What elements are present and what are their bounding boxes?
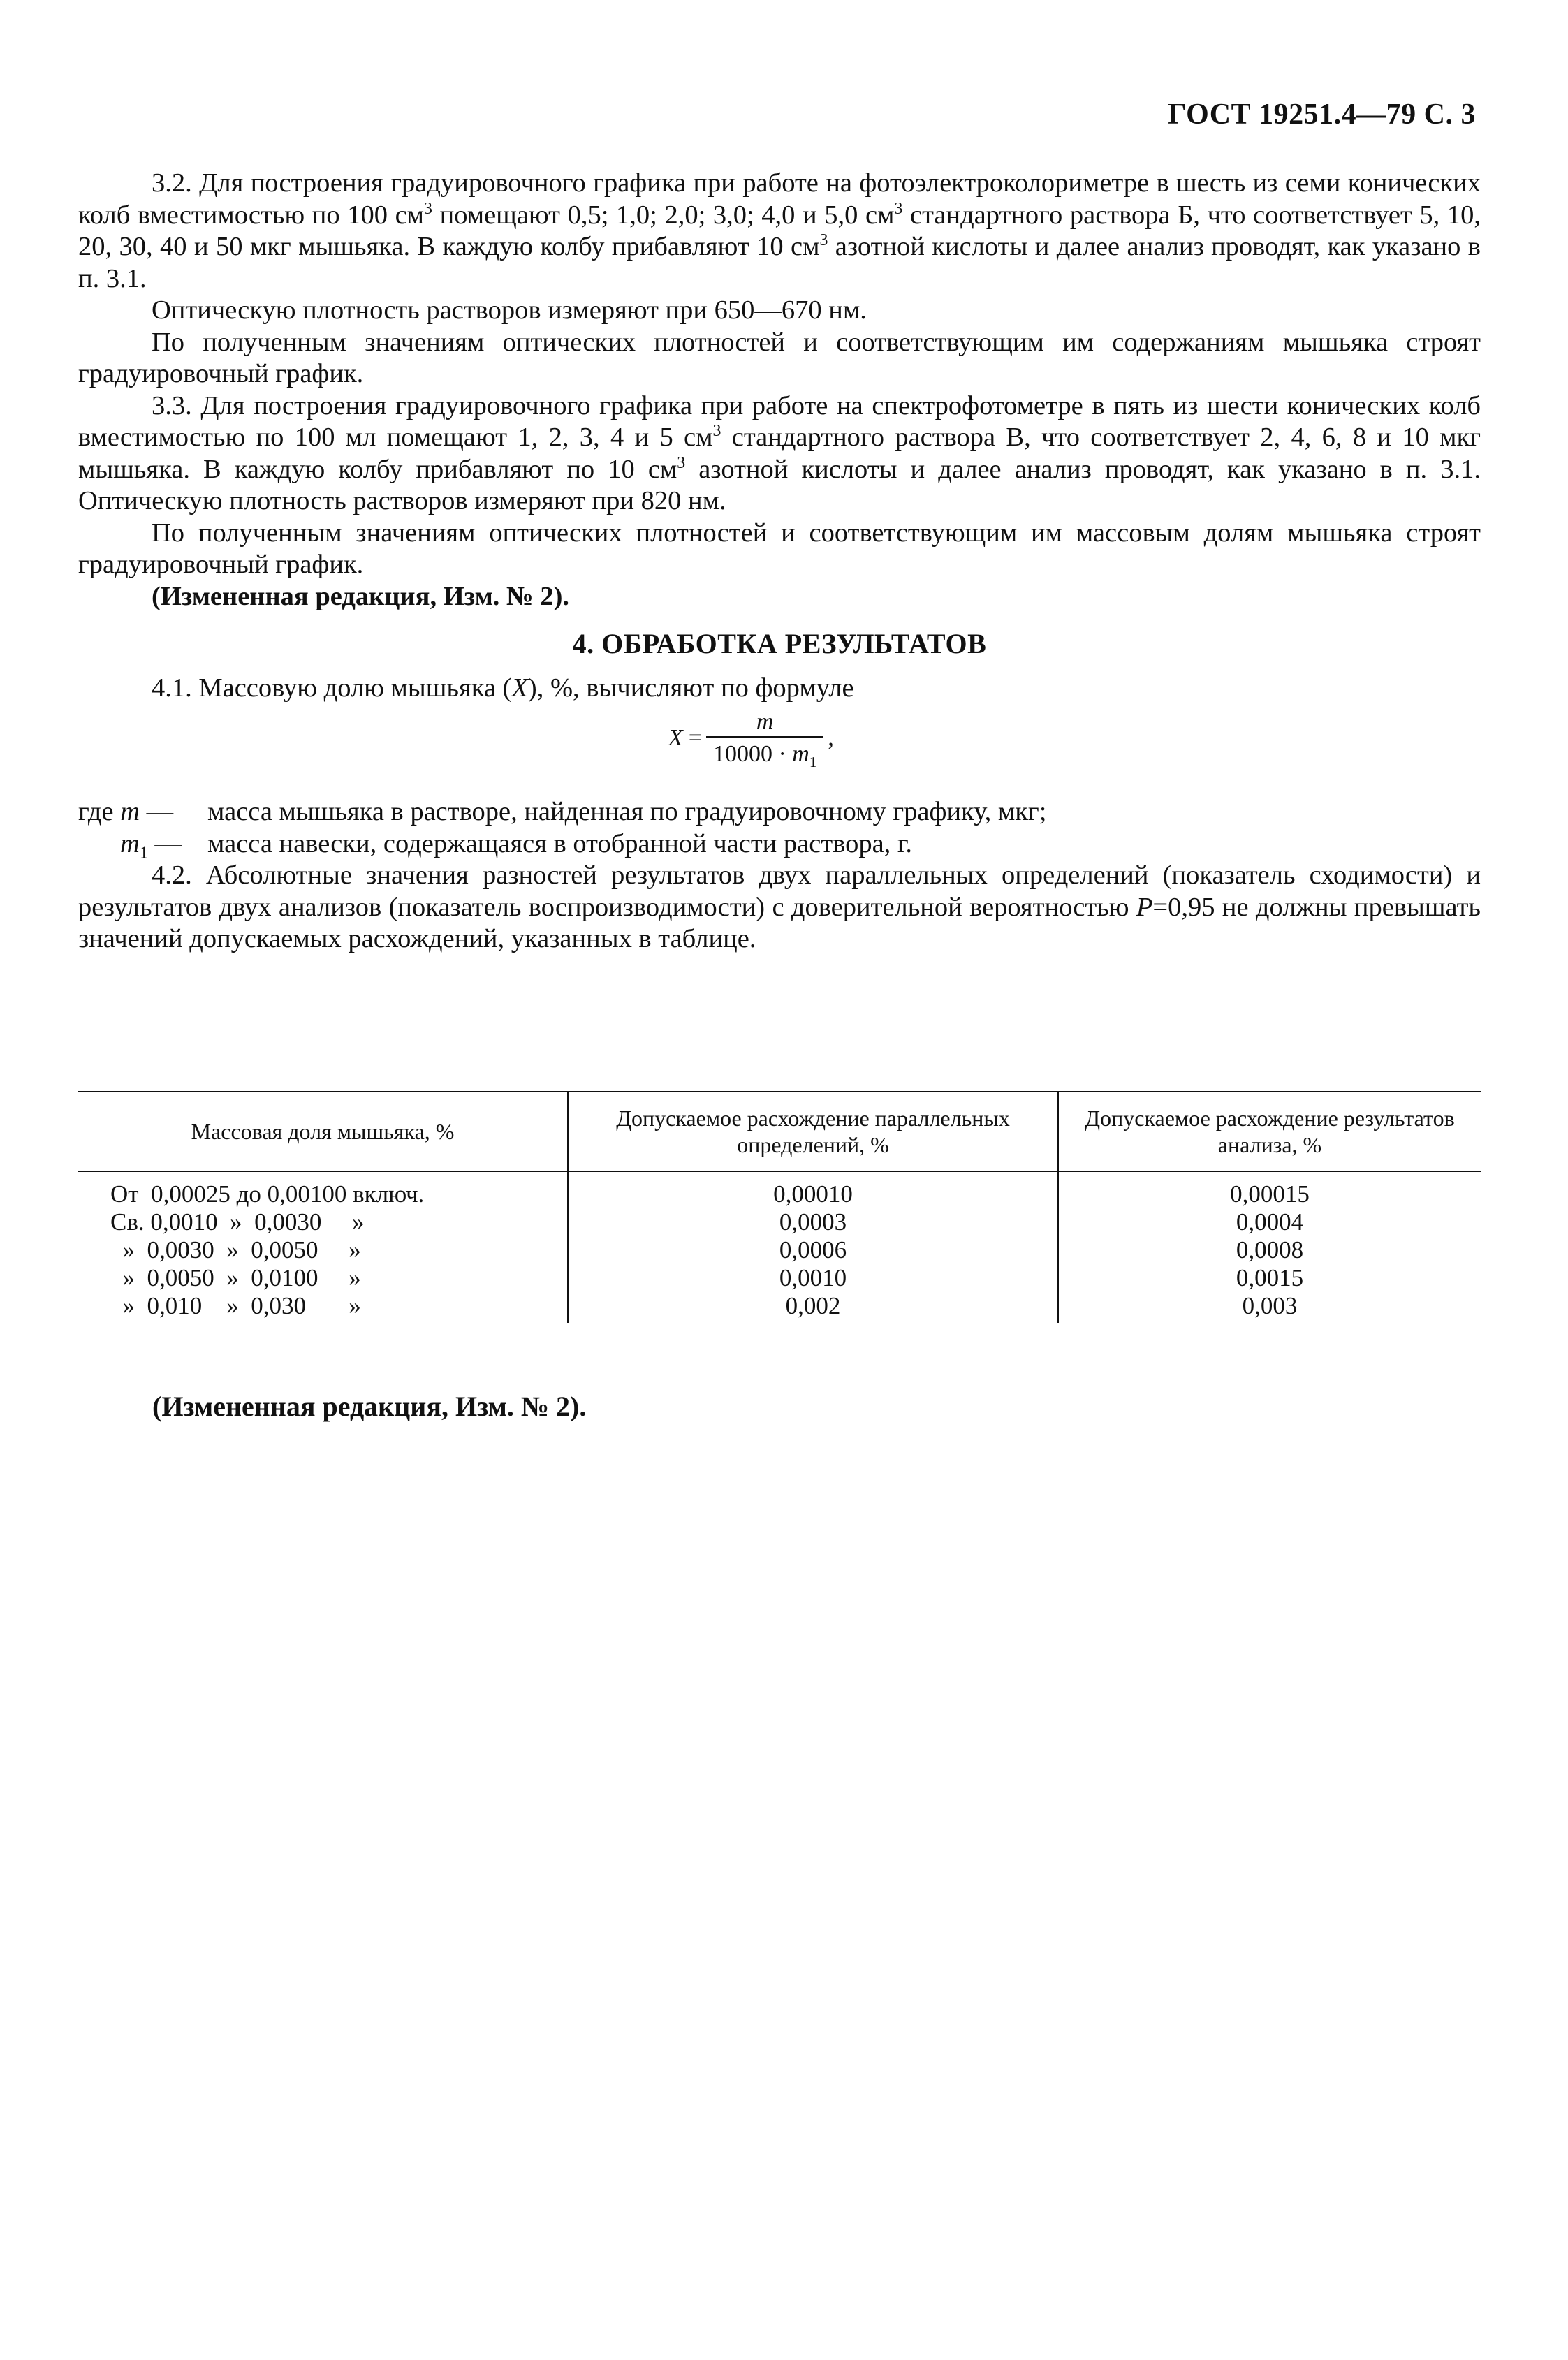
table-row xyxy=(78,1171,1481,1208)
formula xyxy=(668,708,834,768)
table-cell-range: » 0,010 » 0,030 » xyxy=(110,1292,361,1319)
formula-numerator: m xyxy=(756,709,774,735)
table-cell-range: » 0,0030 » 0,0050 » xyxy=(110,1236,361,1263)
table-header-mass-fraction: Массовая доля мышьяка, % xyxy=(78,1092,568,1171)
table-header-analysis: Допускаемое расхождение результатов анализа, % xyxy=(1058,1092,1481,1171)
table-cell-range: » 0,0050 » 0,0100 » xyxy=(110,1264,361,1291)
paragraph-build-graph-1: По полученным значениям оптических плотностей и соответствующим им содержаниям мышьяка строят градуировочный график. xyxy=(78,327,1481,388)
table-cell-analysis: 0,00015 xyxy=(1058,1171,1481,1208)
table-row xyxy=(78,1292,1481,1323)
paragraph-4-2: 4.2. Абсолютные значения разностей результатов двух параллельных определений (показатель сходимости) и результатов двух анализов (показатель воспроизводимости) с доверительной вероятностью P=0,95 не должны превышать значений допускаемых расхождений, указанных в таблице. xyxy=(78,860,1481,953)
where-line-m: где m — масса мышьяка в растворе, найденная по градуировочному графику, мкг; xyxy=(78,797,1047,826)
table-cell-parallel: 0,00010 xyxy=(568,1171,1058,1208)
paragraph-build-graph-2: По полученным значениям оптических плотностей и соответствующим им массовым долям мышьяка строят градуировочный график. xyxy=(78,518,1481,579)
table-row xyxy=(78,1208,1481,1236)
table-cell-parallel: 0,0003 xyxy=(568,1208,1058,1236)
formula-fraction xyxy=(706,708,823,768)
table-cell-range: От 0,00025 до 0,00100 включ. xyxy=(110,1180,425,1208)
table-row xyxy=(78,1236,1481,1264)
table-cell-analysis: 0,0015 xyxy=(1058,1264,1481,1292)
table-cell-range: Св. 0,0010 » 0,0030 » xyxy=(110,1208,365,1236)
section-4-title: 4. ОБРАБОТКА РЕЗУЛЬТАТОВ xyxy=(572,628,987,659)
tolerance-table xyxy=(78,1091,1481,1323)
amendment-note-1: (Измененная редакция, Изм. № 2). xyxy=(152,581,570,611)
amendment-note-2: (Измененная редакция, Изм. № 2). xyxy=(152,1391,587,1422)
table-header-parallel: Допускаемое расхождение параллельных определений, % xyxy=(568,1092,1058,1171)
page-body xyxy=(78,168,1481,955)
table-cell-parallel: 0,002 xyxy=(568,1292,1058,1323)
paragraph-3-2: 3.2. Для построения градуировочного графика при работе на фотоэлектроколориметре в шесть из семи конических колб вместимостью по 100 $см^3$ помещают 0,5; 1,0; 2,0; 3,0; 4,0 и 5,0 $см^3$ стандартного раствора Б, что соответствует 5, 10, 20, 30, 40 и 50 мкг мышьяка. В каждую колбу прибавляют 10 $см^3$ азотной кислоты и далее анализ проводят, как указано в п. 3.1. xyxy=(78,168,1481,293)
table-cell-parallel: 0,0010 xyxy=(568,1264,1058,1292)
paragraph-optical-density: Оптическую плотность растворов измеряют при 650—670 нм. xyxy=(152,295,867,325)
where-line-m1: $m_1$ — масса навески, содержащаяся в отобранной части раствора, г. xyxy=(120,828,912,863)
formula-trailing-comma: , xyxy=(828,725,834,752)
paragraph-3-3: 3.3. Для построения градуировочного графика при работе на спектрофотометре в пять из шести конических колб вместимостью по 100 мл помещают 1, 2, 3, 4 и 5 $см^3$ стандартного раствора В, что соответствует 2, 4, 6, 8 и 10 мкг мышьяка. В каждую колбу прибавляют по 10 $см^3$ азотной кислоты и далее анализ проводят, как указано в п. 3.1. Оптическую плотность растворов измеряют при 820 нм. xyxy=(78,390,1481,515)
formula-lhs: X xyxy=(668,725,683,752)
formula-denominator: $10000 \cdot m_1$ xyxy=(706,736,823,768)
table-cell-analysis: 0,003 xyxy=(1058,1292,1481,1323)
table-cell-analysis: 0,0008 xyxy=(1058,1236,1481,1264)
table-header-row xyxy=(78,1092,1481,1171)
formula-equals: = xyxy=(688,725,702,752)
formula-block xyxy=(78,704,1481,796)
page-header: ГОСТ 19251.4—79 С. 3 xyxy=(1167,98,1476,131)
paragraph-4-1: 4.1. Массовую долю мышьяка (X), %, вычисляют по формуле xyxy=(152,673,854,703)
table-cell-analysis: 0,0004 xyxy=(1058,1208,1481,1236)
table-cell-parallel: 0,0006 xyxy=(568,1236,1058,1264)
table-row xyxy=(78,1264,1481,1292)
